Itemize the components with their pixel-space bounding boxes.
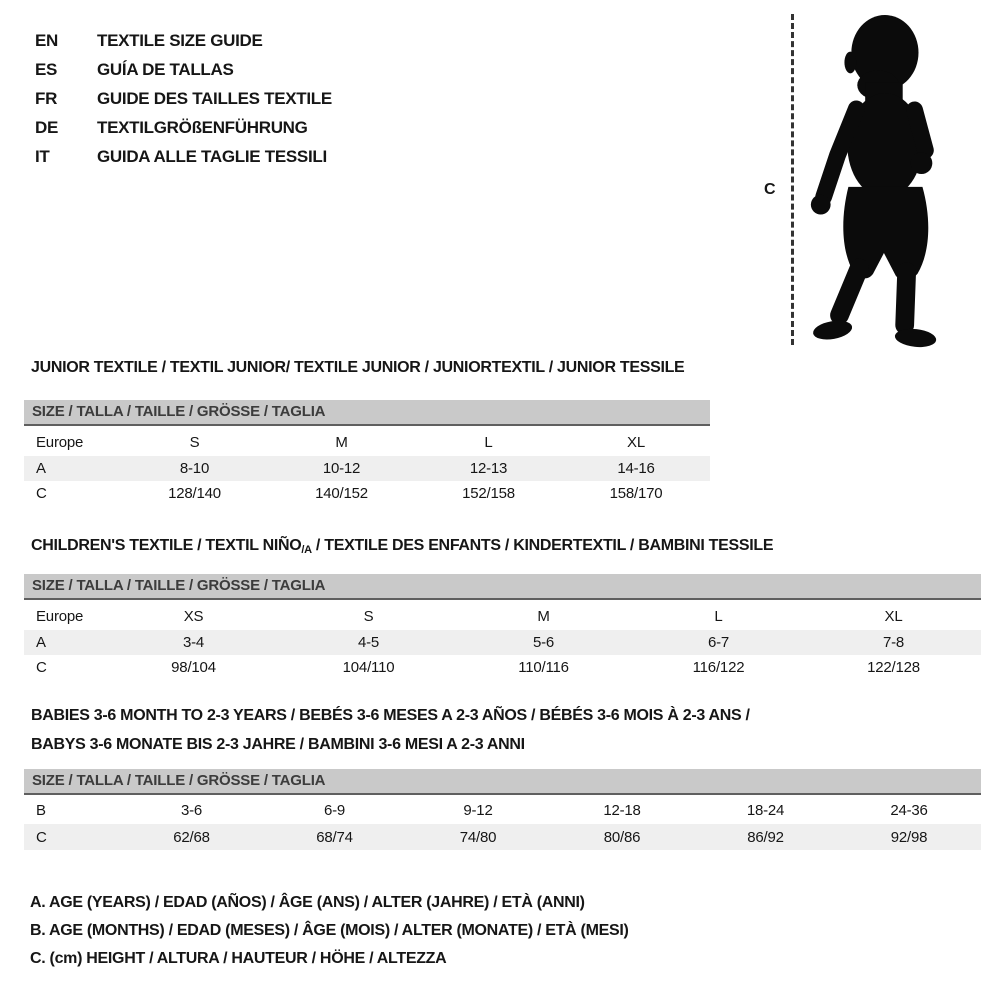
table-header-row: [24, 602, 981, 630]
cell: 6-7: [707, 634, 730, 651]
children-size-table: [24, 602, 981, 680]
row-label: B: [36, 802, 46, 819]
note-height-cm: C. (cm) HEIGHT / ALTURA / HAUTEUR / HÖHE / ALTEZZA: [30, 950, 447, 967]
table-row: [24, 797, 981, 824]
column-header: M: [537, 607, 550, 625]
list-item: [35, 142, 332, 171]
column-header: XL: [627, 433, 645, 451]
table-row: [24, 456, 710, 481]
children-title-text: / TEXTILE DES ENFANTS / KINDERTEXTIL / BAMBINI TESSILE: [311, 537, 774, 554]
legend-notes: [30, 889, 629, 973]
cell: 110/116: [518, 659, 569, 676]
height-dashed-line: [791, 14, 794, 345]
language-code: FR: [35, 88, 58, 108]
cell: 104/110: [342, 659, 395, 676]
row-label: C: [36, 659, 47, 676]
language-title: GUIDE DES TAILLES TEXTILE: [97, 88, 332, 108]
height-measure-label: C: [764, 181, 776, 198]
junior-section-title: JUNIOR TEXTILE / TEXTIL JUNIOR/ TEXTILE JUNIOR / JUNIORTEXTIL / JUNIOR TESSILE: [31, 359, 685, 376]
children-title-subscript: /A: [301, 544, 312, 556]
row-label: C: [36, 485, 47, 502]
row-label: C: [36, 828, 47, 846]
cell: 152/158: [462, 485, 515, 502]
table-row: [24, 630, 981, 655]
column-header: M: [335, 433, 348, 451]
cell: 74/80: [459, 828, 497, 846]
babies-size-table: [24, 797, 981, 850]
children-size-header-bar: SIZE / TALLA / TAILLE / GRÖSSE / TAGLIA: [24, 574, 981, 600]
column-header: S: [363, 607, 374, 625]
baby-silhouette-icon: [800, 6, 958, 349]
language-code: IT: [35, 146, 50, 166]
junior-size-table: [24, 428, 710, 506]
cell: 24-36: [890, 802, 928, 819]
list-item: [35, 84, 332, 113]
language-list: [35, 26, 332, 171]
cell: 6-9: [323, 802, 346, 819]
babies-section-title: [31, 701, 750, 759]
column-header: XL: [884, 607, 903, 625]
note-age-months: B. AGE (MONTHS) / EDAD (MESES) / ÂGE (MOIS) / ALTER (MONATE) / ETÀ (MESI): [30, 922, 629, 939]
language-code: ES: [35, 59, 58, 79]
language-title: GUÍA DE TALLAS: [97, 59, 234, 79]
cell: 122/128: [867, 659, 920, 676]
language-code: DE: [35, 117, 59, 137]
language-title: GUIDA ALLE TAGLIE TESSILI: [97, 146, 327, 166]
cell: 5-6: [532, 634, 555, 651]
cell: 18-24: [746, 802, 785, 819]
column-header: XS: [183, 607, 204, 625]
cell: 98/104: [171, 659, 216, 676]
table-row: [24, 655, 981, 680]
column-header: S: [189, 433, 200, 451]
cell: 7-8: [882, 634, 905, 651]
table-row: [24, 824, 981, 850]
babies-title-line-2: BABYS 3-6 MONATE BIS 2-3 JAHRE / BAMBINI 3-6 MESI A 2-3 ANNI: [31, 736, 525, 753]
row-label: A: [36, 634, 46, 651]
table-row: [24, 481, 710, 506]
list-item: [35, 55, 332, 84]
cell: 86/92: [747, 828, 784, 846]
cell: 8-10: [179, 460, 210, 477]
cell: 116/122: [692, 659, 745, 676]
column-header: Europe: [36, 607, 84, 625]
cell: 3-4: [182, 634, 205, 651]
children-title-text: CHILDREN'S TEXTILE / TEXTIL NIÑO: [31, 537, 302, 554]
column-header: L: [484, 433, 493, 451]
cell: 4-5: [357, 634, 380, 651]
cell: 140/152: [315, 485, 368, 502]
cell: 14-16: [617, 460, 655, 477]
cell: 62/68: [173, 828, 210, 846]
cell: 68/74: [316, 828, 353, 846]
cell: 158/170: [609, 485, 663, 502]
cell: 10-12: [322, 460, 361, 477]
babies-title-line-1: BABIES 3-6 MONTH TO 2-3 YEARS / BEBÉS 3-6 MESES A 2-3 AÑOS / BÉBÉS 3-6 MOIS À 2-3 ANS /: [31, 707, 750, 724]
babies-size-header-bar: SIZE / TALLA / TAILLE / GRÖSSE / TAGLIA: [24, 769, 981, 795]
cell: 3-6: [180, 802, 203, 819]
column-header: Europe: [36, 433, 84, 451]
language-title: TEXTILGRÖßENFÜHRUNG: [97, 117, 308, 137]
cell: 128/140: [168, 485, 221, 502]
note-age-years: A. AGE (YEARS) / EDAD (AÑOS) / ÂGE (ANS) / ALTER (JAHRE) / ETÀ (ANNI): [30, 894, 585, 911]
list-item: [35, 113, 332, 142]
row-label: A: [36, 460, 46, 477]
junior-size-header-bar: SIZE / TALLA / TAILLE / GRÖSSE / TAGLIA: [24, 400, 710, 426]
language-code: EN: [35, 30, 59, 50]
cell: 12-18: [603, 802, 641, 819]
column-header: L: [714, 607, 723, 625]
cell: 80/86: [603, 828, 641, 846]
table-header-row: [24, 428, 710, 456]
cell: 12-13: [469, 460, 508, 477]
cell: 9-12: [463, 802, 493, 819]
language-title: TEXTILE SIZE GUIDE: [97, 30, 263, 50]
cell: 92/98: [890, 828, 928, 846]
list-item: [35, 26, 332, 55]
children-section-title: [31, 537, 773, 556]
